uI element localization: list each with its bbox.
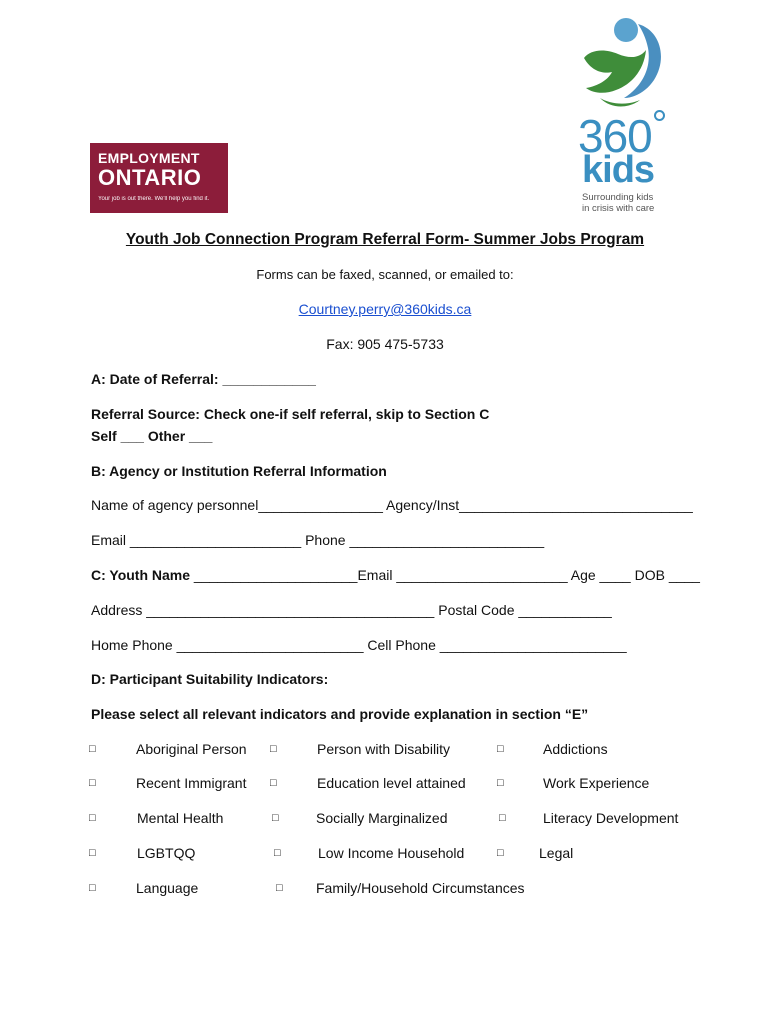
indicator-label: Mental Health [137, 810, 224, 826]
home-cell-phone-field[interactable]: Home Phone ________________________ Cell Phone ________________________ [91, 637, 627, 653]
fax-number: Fax: 905 475-5733 [326, 336, 444, 352]
checkbox-socially-marginalized[interactable]: □ [272, 812, 279, 824]
checkbox-low-income-household[interactable]: □ [274, 847, 281, 859]
date-of-referral-field[interactable]: A: Date of Referral: ____________ [91, 371, 316, 387]
checkbox-legal[interactable]: □ [497, 847, 504, 859]
submission-instructions: Forms can be faxed, scanned, or emailed to: [256, 267, 514, 282]
checkbox-literacy-development[interactable]: □ [499, 812, 506, 824]
kids360-logo [574, 14, 674, 219]
kids360-figure-icon [574, 14, 674, 110]
indicator-label: Low Income Household [318, 845, 465, 861]
indicator-label: Family/Household Circumstances [316, 880, 525, 896]
indicator-label: Language [136, 880, 199, 896]
eo-logo-tagline: Your job is out there. We'll help you find it. [98, 196, 210, 202]
employment-ontario-logo [90, 143, 228, 213]
indicator-label: Work Experience [543, 775, 650, 791]
form-title: Youth Job Connection Program Referral Form- Summer Jobs Program [125, 231, 645, 248]
kids360-tagline-2: in crisis with care [582, 203, 655, 214]
eo-logo-line1: EMPLOYMENT [98, 150, 200, 166]
agency-personnel-field[interactable]: Name of agency personnel________________ Agency/Inst______________________________ [91, 497, 693, 513]
address-postal-field[interactable]: Address _____________________________________ Postal Code ____________ [91, 602, 612, 618]
checkbox-language[interactable]: □ [89, 882, 96, 894]
checkbox-person-with-disability[interactable]: □ [270, 743, 277, 755]
referral-source-heading: Referral Source: Check one-if self referral, skip to Section C [91, 406, 490, 422]
kids360-word: kids [582, 149, 655, 191]
indicator-label: Socially Marginalized [316, 810, 448, 826]
indicator-label: Aboriginal Person [136, 741, 247, 757]
checkbox-mental-health[interactable]: □ [89, 812, 96, 824]
indicator-label: Literacy Development [543, 810, 679, 826]
indicator-label: Person with Disability [317, 741, 451, 757]
kids360-tagline-1: Surrounding kids [582, 192, 654, 203]
checkbox-work-experience[interactable]: □ [497, 777, 504, 789]
section-b-heading: B: Agency or Institution Referral Information [91, 463, 387, 479]
indicator-label: Legal [539, 845, 574, 861]
checkbox-addictions[interactable]: □ [497, 743, 504, 755]
degree-icon [654, 110, 665, 121]
indicator-label: Recent Immigrant [136, 775, 247, 791]
youth-name-row[interactable] [91, 566, 700, 584]
kids360-number: 360 [578, 110, 652, 162]
indicator-label: Addictions [543, 741, 608, 757]
youth-name-label: C: Youth Name [91, 567, 191, 583]
section-d-heading: D: Participant Suitability Indicators: [91, 671, 329, 687]
checkbox-family-household-circumstances[interactable]: □ [276, 882, 283, 894]
checkbox-lgbtqq[interactable]: □ [89, 847, 96, 859]
indicator-label: Education level attained [317, 775, 466, 791]
checkbox-education-level[interactable]: □ [270, 777, 277, 789]
indicator-label: LGBTQQ [137, 845, 196, 861]
referral-source-options[interactable]: Self ___ Other ___ [91, 428, 213, 444]
checkbox-aboriginal-person[interactable]: □ [89, 743, 96, 755]
agency-email-phone-field[interactable]: Email ______________________ Phone _________________________ [91, 532, 545, 548]
section-d-instruction: Please select all relevant indicators and provide explanation in section “E” [91, 706, 589, 722]
checkbox-recent-immigrant[interactable]: □ [89, 777, 96, 789]
contact-email-link[interactable]: Courtney.perry@360kids.ca [298, 301, 472, 317]
eo-logo-line2: ONTARIO [98, 165, 202, 190]
youth-name-email-age-dob-fields[interactable]: _____________________Email ______________________ Age ____ DOB ____ [190, 567, 700, 583]
